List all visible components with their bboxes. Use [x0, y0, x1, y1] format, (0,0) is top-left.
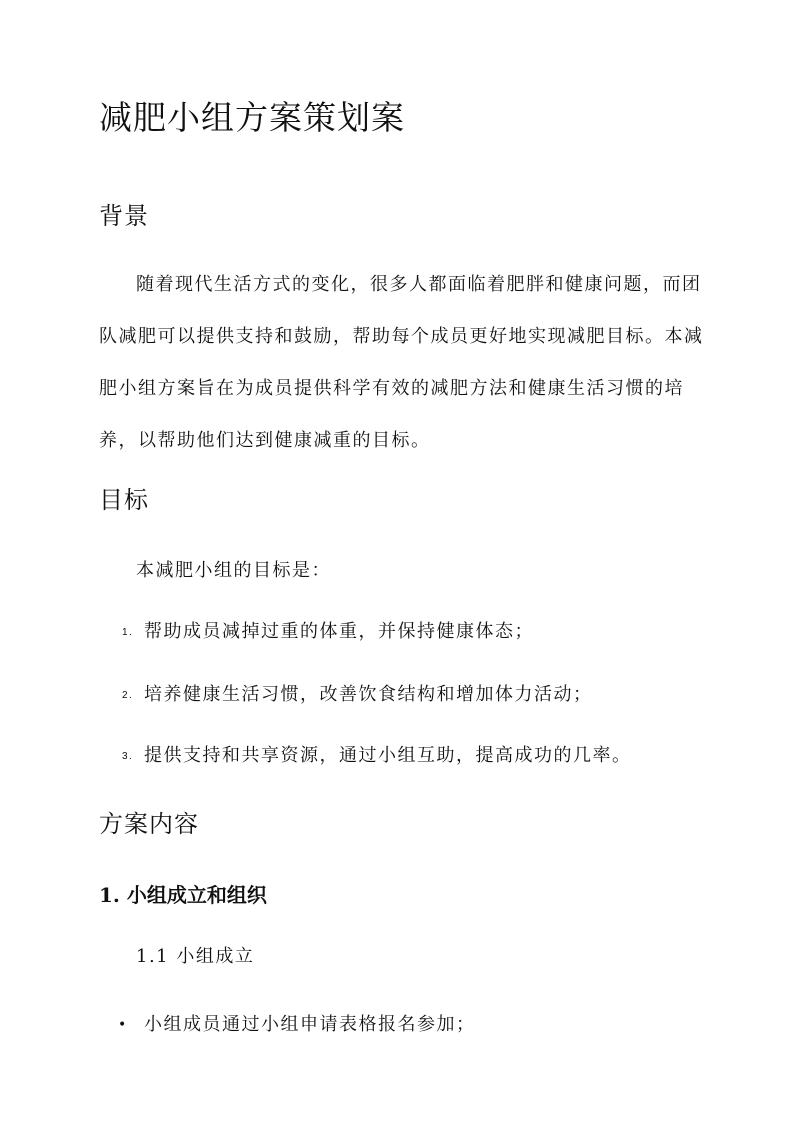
goal-item-text: 培养健康生活习惯，改善饮食结构和增加体力活动；: [144, 684, 593, 705]
goal-item-number: 1.: [122, 626, 134, 638]
background-paragraph: 随着现代生活方式的变化，很多人都面临着肥胖和健康问题，而团队减肥可以提供支持和鼓励，帮助每个成员更好地实现减肥目标。本减肥小组方案旨在为成员提供科学有效的减肥方法和健康生活习惯的培养，以帮助他们达到健康减重的目标。: [99, 274, 704, 451]
bullet-text: 小组成员通过小组申请表格报名参加；: [144, 1014, 476, 1035]
heading-goals: 目标: [99, 486, 149, 514]
bullet-marker: •: [118, 1017, 128, 1033]
document-title: 减肥小组方案策划案: [99, 98, 405, 137]
heading-plan: 方案内容: [99, 810, 199, 838]
goal-item-2: [122, 680, 593, 706]
bullet-item-1: [118, 1010, 476, 1036]
goal-item-text: 提供支持和共享资源，通过小组互助，提高成功的几率。: [144, 745, 632, 766]
heading-background: 背景: [99, 202, 149, 230]
goal-item-number: 3.: [122, 750, 134, 762]
sub-subheading-group-founding: 1.1 小组成立: [136, 946, 255, 967]
goal-item-number: 2.: [122, 689, 134, 701]
subheading-group-setup: 1. 小组成立和组织: [99, 883, 267, 907]
goal-item-text: 帮助成员减掉过重的体重，并保持健康体态；: [144, 621, 534, 642]
goals-intro: 本减肥小组的目标是：: [136, 560, 331, 581]
goal-item-1: [122, 617, 534, 643]
goal-item-3: [122, 741, 632, 767]
